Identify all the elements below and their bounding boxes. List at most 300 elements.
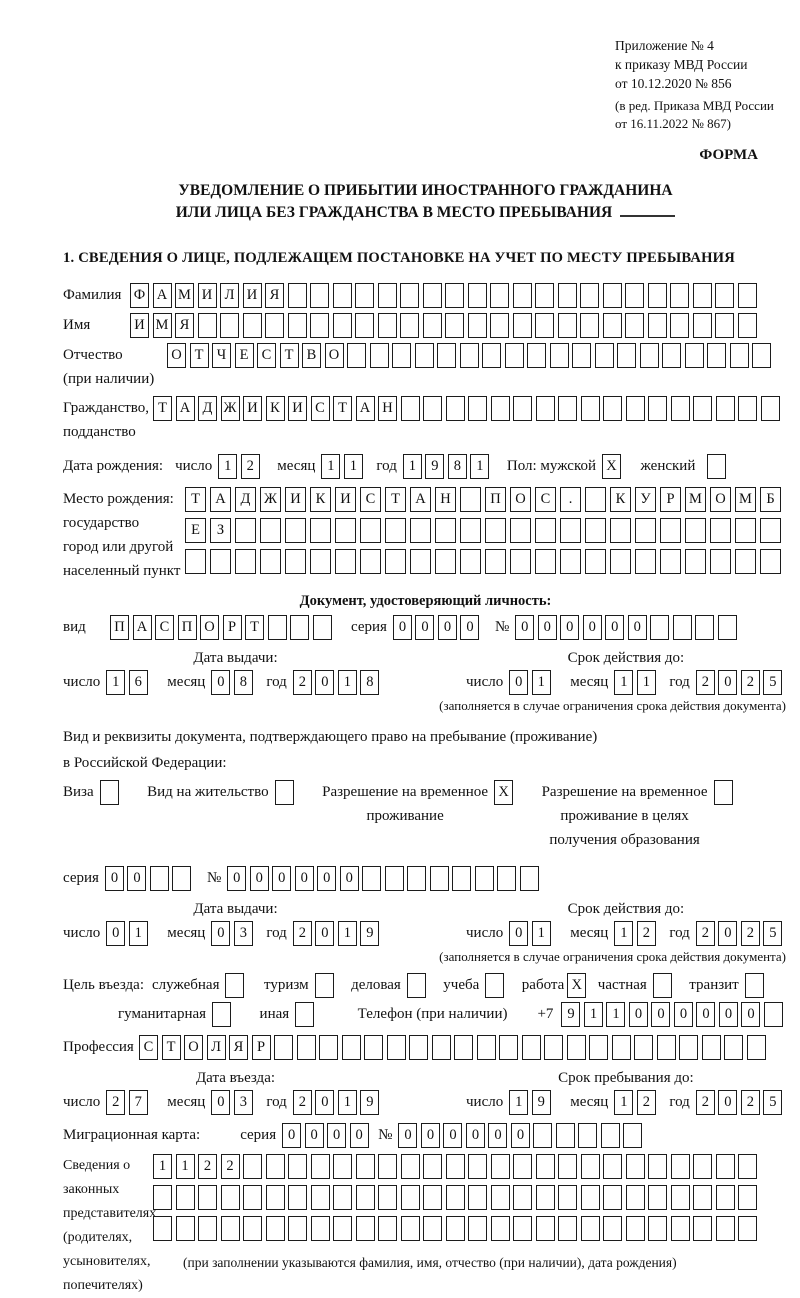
char-cell[interactable] [671,1154,690,1179]
char-cell[interactable] [535,283,554,308]
char-cell[interactable] [626,396,645,421]
char-cell[interactable] [660,518,681,543]
char-cell[interactable]: 0 [538,615,557,640]
char-cell[interactable] [671,1216,690,1241]
char-cell[interactable]: Л [220,283,239,308]
char-cell[interactable]: И [335,487,356,512]
char-cell[interactable]: 0 [488,1123,507,1148]
char-cell[interactable] [764,1002,783,1027]
char-cell[interactable] [657,1035,676,1060]
char-cell[interactable]: 0 [415,615,434,640]
char-cell[interactable] [693,313,712,338]
char-cell[interactable] [505,343,524,368]
char-cell[interactable] [544,1035,563,1060]
char-cell[interactable]: 5 [763,670,782,695]
char-cell[interactable] [409,1035,428,1060]
char-cell[interactable] [274,1035,293,1060]
char-cell[interactable] [295,1002,314,1027]
char-cell[interactable] [335,518,356,543]
char-cell[interactable] [556,1123,575,1148]
char-cell[interactable]: А [210,487,231,512]
char-cell[interactable] [660,549,681,574]
char-cell[interactable] [423,313,442,338]
char-cell[interactable] [198,1216,217,1241]
char-cell[interactable] [670,313,689,338]
char-cell[interactable]: 2 [741,921,760,946]
char-cell[interactable] [360,549,381,574]
char-cell[interactable] [648,313,667,338]
char-cell[interactable]: Т [190,343,209,368]
char-cell[interactable]: Т [333,396,352,421]
char-cell[interactable]: И [198,283,217,308]
char-cell[interactable] [533,1123,552,1148]
char-cell[interactable] [491,1185,510,1210]
char-cell[interactable] [673,615,692,640]
char-cell[interactable]: 2 [637,1090,656,1115]
char-cell[interactable] [460,487,481,512]
char-cell[interactable] [693,396,712,421]
char-cell[interactable]: 0 [315,670,334,695]
char-cell[interactable] [535,549,556,574]
char-cell[interactable] [585,518,606,543]
char-cell[interactable] [738,283,757,308]
char-cell[interactable] [738,313,757,338]
char-cell[interactable] [603,283,622,308]
char-cell[interactable] [634,1035,653,1060]
char-cell[interactable] [212,1002,231,1027]
char-cell[interactable]: П [110,615,129,640]
char-cell[interactable] [153,1185,172,1210]
char-cell[interactable] [648,283,667,308]
char-cell[interactable] [243,1154,262,1179]
char-cell[interactable] [738,1154,757,1179]
char-cell[interactable] [580,313,599,338]
char-cell[interactable]: А [356,396,375,421]
char-cell[interactable] [671,396,690,421]
char-cell[interactable]: Ч [212,343,231,368]
char-cell[interactable]: А [133,615,152,640]
char-cell[interactable]: 0 [466,1123,485,1148]
char-cell[interactable] [490,313,509,338]
char-cell[interactable] [558,283,577,308]
char-cell[interactable] [535,313,554,338]
char-cell[interactable] [482,343,501,368]
char-cell[interactable]: 0 [340,866,359,891]
char-cell[interactable] [468,1154,487,1179]
char-cell[interactable] [446,1216,465,1241]
char-cell[interactable] [401,396,420,421]
char-cell[interactable] [475,866,494,891]
char-cell[interactable] [185,549,206,574]
char-cell[interactable] [513,1154,532,1179]
char-cell[interactable] [423,1216,442,1241]
char-cell[interactable]: 0 [295,866,314,891]
char-cell[interactable] [581,1154,600,1179]
char-cell[interactable]: 1 [129,921,148,946]
char-cell[interactable]: О [184,1035,203,1060]
char-cell[interactable]: О [510,487,531,512]
char-cell[interactable] [400,283,419,308]
char-cell[interactable] [378,1185,397,1210]
char-cell[interactable]: 2 [696,670,715,695]
char-cell[interactable] [671,1185,690,1210]
char-cell[interactable]: 0 [211,670,230,695]
char-cell[interactable]: 0 [272,866,291,891]
char-cell[interactable]: 1 [470,454,489,479]
char-cell[interactable]: 2 [293,921,312,946]
char-cell[interactable] [355,283,374,308]
char-cell[interactable] [715,313,734,338]
char-cell[interactable] [761,396,780,421]
char-cell[interactable]: О [167,343,186,368]
char-cell[interactable]: 1 [509,1090,528,1115]
char-cell[interactable] [311,1154,330,1179]
char-cell[interactable] [714,780,733,805]
char-cell[interactable] [738,396,757,421]
char-cell[interactable] [693,1154,712,1179]
char-cell[interactable] [290,615,309,640]
char-cell[interactable] [220,313,239,338]
char-cell[interactable]: 1 [344,454,363,479]
char-cell[interactable] [387,1035,406,1060]
char-cell[interactable] [558,396,577,421]
char-cell[interactable] [288,313,307,338]
char-cell[interactable]: 0 [719,1002,738,1027]
char-cell[interactable] [260,549,281,574]
char-cell[interactable] [491,1154,510,1179]
char-cell[interactable] [513,1185,532,1210]
char-cell[interactable]: О [710,487,731,512]
char-cell[interactable] [468,1185,487,1210]
char-cell[interactable] [198,313,217,338]
char-cell[interactable]: С [139,1035,158,1060]
char-cell[interactable]: И [285,487,306,512]
char-cell[interactable] [266,1216,285,1241]
char-cell[interactable] [536,396,555,421]
char-cell[interactable]: Д [235,487,256,512]
char-cell[interactable]: 0 [282,1123,301,1148]
char-cell[interactable] [288,1154,307,1179]
char-cell[interactable] [445,313,464,338]
char-cell[interactable] [445,283,464,308]
char-cell[interactable] [460,549,481,574]
char-cell[interactable] [423,1154,442,1179]
char-cell[interactable] [490,283,509,308]
char-cell[interactable] [513,313,532,338]
char-cell[interactable] [468,1216,487,1241]
char-cell[interactable] [730,343,749,368]
char-cell[interactable] [635,549,656,574]
char-cell[interactable] [378,1154,397,1179]
char-cell[interactable] [560,549,581,574]
char-cell[interactable] [198,1185,217,1210]
char-cell[interactable]: 0 [227,866,246,891]
char-cell[interactable] [735,549,756,574]
char-cell[interactable] [745,973,764,998]
char-cell[interactable]: 0 [718,670,737,695]
char-cell[interactable] [410,549,431,574]
char-cell[interactable]: 0 [211,1090,230,1115]
char-cell[interactable] [662,343,681,368]
char-cell[interactable] [716,1185,735,1210]
char-cell[interactable] [640,343,659,368]
char-cell[interactable] [491,1216,510,1241]
char-cell[interactable] [356,1154,375,1179]
char-cell[interactable] [581,1216,600,1241]
char-cell[interactable] [446,396,465,421]
char-cell[interactable] [477,1035,496,1060]
char-cell[interactable] [446,1154,465,1179]
char-cell[interactable]: А [176,396,195,421]
char-cell[interactable] [558,1185,577,1210]
char-cell[interactable] [670,283,689,308]
char-cell[interactable] [752,343,771,368]
char-cell[interactable]: X [494,780,513,805]
char-cell[interactable]: М [735,487,756,512]
char-cell[interactable] [635,518,656,543]
char-cell[interactable]: 0 [629,1002,648,1027]
char-cell[interactable] [285,549,306,574]
char-cell[interactable]: Р [223,615,242,640]
char-cell[interactable] [648,1216,667,1241]
char-cell[interactable] [288,1185,307,1210]
char-cell[interactable]: 1 [637,670,656,695]
char-cell[interactable] [435,549,456,574]
char-cell[interactable]: 0 [718,921,737,946]
char-cell[interactable] [275,780,294,805]
char-cell[interactable]: 0 [305,1123,324,1148]
char-cell[interactable]: 0 [211,921,230,946]
char-cell[interactable] [589,1035,608,1060]
char-cell[interactable] [378,283,397,308]
char-cell[interactable]: Я [229,1035,248,1060]
char-cell[interactable]: 0 [605,615,624,640]
char-cell[interactable]: П [485,487,506,512]
char-cell[interactable] [423,1185,442,1210]
char-cell[interactable] [710,518,731,543]
char-cell[interactable] [468,283,487,308]
char-cell[interactable]: 3 [234,1090,253,1115]
char-cell[interactable] [626,1185,645,1210]
char-cell[interactable]: 1 [338,670,357,695]
char-cell[interactable]: С [155,615,174,640]
char-cell[interactable]: 0 [315,921,334,946]
char-cell[interactable]: 9 [360,1090,379,1115]
char-cell[interactable] [718,615,737,640]
char-cell[interactable]: М [153,313,172,338]
char-cell[interactable] [221,1185,240,1210]
char-cell[interactable]: X [602,454,621,479]
char-cell[interactable] [437,343,456,368]
char-cell[interactable] [415,343,434,368]
char-cell[interactable] [360,518,381,543]
char-cell[interactable]: 2 [696,921,715,946]
char-cell[interactable] [513,1216,532,1241]
char-cell[interactable]: О [200,615,219,640]
char-cell[interactable]: 0 [317,866,336,891]
char-cell[interactable]: 2 [637,921,656,946]
char-cell[interactable] [536,1154,555,1179]
char-cell[interactable]: 0 [350,1123,369,1148]
char-cell[interactable] [580,283,599,308]
char-cell[interactable]: Я [175,313,194,338]
char-cell[interactable]: Т [245,615,264,640]
char-cell[interactable] [333,1154,352,1179]
char-cell[interactable] [410,518,431,543]
char-cell[interactable] [585,549,606,574]
char-cell[interactable]: 1 [321,454,340,479]
char-cell[interactable] [485,549,506,574]
char-cell[interactable]: Ж [221,396,240,421]
char-cell[interactable] [510,549,531,574]
char-cell[interactable] [522,1035,541,1060]
char-cell[interactable]: 1 [532,921,551,946]
char-cell[interactable]: 9 [561,1002,580,1027]
char-cell[interactable] [285,518,306,543]
char-cell[interactable] [401,1154,420,1179]
char-cell[interactable]: С [257,343,276,368]
char-cell[interactable] [401,1216,420,1241]
char-cell[interactable]: 5 [763,921,782,946]
char-cell[interactable]: 1 [614,1090,633,1115]
char-cell[interactable] [468,396,487,421]
char-cell[interactable]: К [310,487,331,512]
char-cell[interactable] [558,1154,577,1179]
char-cell[interactable] [210,549,231,574]
char-cell[interactable]: Е [185,518,206,543]
char-cell[interactable] [581,1185,600,1210]
char-cell[interactable]: 0 [741,1002,760,1027]
char-cell[interactable]: 8 [360,670,379,695]
char-cell[interactable] [685,549,706,574]
char-cell[interactable] [243,1216,262,1241]
char-cell[interactable]: И [288,396,307,421]
char-cell[interactable] [625,313,644,338]
char-cell[interactable]: К [610,487,631,512]
char-cell[interactable] [364,1035,383,1060]
char-cell[interactable]: 0 [398,1123,417,1148]
char-cell[interactable]: Е [235,343,254,368]
char-cell[interactable] [315,973,334,998]
char-cell[interactable] [550,343,569,368]
char-cell[interactable]: Ф [130,283,149,308]
char-cell[interactable]: Т [162,1035,181,1060]
char-cell[interactable] [612,1035,631,1060]
char-cell[interactable]: Р [252,1035,271,1060]
char-cell[interactable]: М [685,487,706,512]
char-cell[interactable] [423,396,442,421]
char-cell[interactable] [707,454,726,479]
char-cell[interactable] [172,866,191,891]
char-cell[interactable] [685,343,704,368]
char-cell[interactable]: 1 [218,454,237,479]
char-cell[interactable]: 6 [129,670,148,695]
char-cell[interactable] [653,973,672,998]
char-cell[interactable] [485,973,504,998]
char-cell[interactable] [454,1035,473,1060]
char-cell[interactable]: 9 [425,454,444,479]
char-cell[interactable] [319,1035,338,1060]
char-cell[interactable] [392,343,411,368]
char-cell[interactable]: 2 [106,1090,125,1115]
char-cell[interactable]: Б [760,487,781,512]
char-cell[interactable] [435,518,456,543]
char-cell[interactable] [716,1216,735,1241]
char-cell[interactable] [760,549,781,574]
char-cell[interactable]: 0 [127,866,146,891]
char-cell[interactable]: Т [185,487,206,512]
char-cell[interactable] [536,1216,555,1241]
char-cell[interactable] [460,343,479,368]
char-cell[interactable] [266,1185,285,1210]
char-cell[interactable]: Я [265,283,284,308]
char-cell[interactable] [221,1216,240,1241]
char-cell[interactable]: Н [435,487,456,512]
char-cell[interactable] [313,615,332,640]
char-cell[interactable] [603,1154,622,1179]
char-cell[interactable] [510,518,531,543]
char-cell[interactable]: 0 [696,1002,715,1027]
char-cell[interactable]: 0 [105,866,124,891]
char-cell[interactable]: 2 [293,1090,312,1115]
char-cell[interactable] [595,343,614,368]
char-cell[interactable]: Т [153,396,172,421]
char-cell[interactable]: И [130,313,149,338]
char-cell[interactable]: 0 [327,1123,346,1148]
char-cell[interactable]: 9 [360,921,379,946]
char-cell[interactable]: 0 [250,866,269,891]
char-cell[interactable]: 2 [198,1154,217,1179]
char-cell[interactable] [513,396,532,421]
char-cell[interactable] [432,1035,451,1060]
char-cell[interactable] [356,1216,375,1241]
char-cell[interactable] [603,313,622,338]
char-cell[interactable] [310,518,331,543]
char-cell[interactable] [333,283,352,308]
char-cell[interactable]: 0 [515,615,534,640]
char-cell[interactable] [378,1216,397,1241]
char-cell[interactable] [693,1216,712,1241]
char-cell[interactable]: 0 [718,1090,737,1115]
char-cell[interactable] [625,283,644,308]
char-cell[interactable] [400,313,419,338]
char-cell[interactable] [702,1035,721,1060]
char-cell[interactable]: 0 [560,615,579,640]
char-cell[interactable]: У [635,487,656,512]
char-cell[interactable] [407,866,426,891]
char-cell[interactable]: 8 [234,670,253,695]
char-cell[interactable]: 1 [176,1154,195,1179]
char-cell[interactable] [356,1185,375,1210]
char-cell[interactable] [430,866,449,891]
char-cell[interactable] [707,343,726,368]
char-cell[interactable]: А [410,487,431,512]
char-cell[interactable] [499,1035,518,1060]
char-cell[interactable] [536,1185,555,1210]
char-cell[interactable]: И [243,396,262,421]
char-cell[interactable]: М [175,283,194,308]
char-cell[interactable] [685,518,706,543]
char-cell[interactable]: Н [378,396,397,421]
char-cell[interactable] [378,313,397,338]
char-cell[interactable] [468,313,487,338]
char-cell[interactable] [311,1216,330,1241]
char-cell[interactable] [225,973,244,998]
char-cell[interactable]: 0 [443,1123,462,1148]
char-cell[interactable]: X [567,973,586,998]
char-cell[interactable]: 0 [509,670,528,695]
char-cell[interactable] [567,1035,586,1060]
